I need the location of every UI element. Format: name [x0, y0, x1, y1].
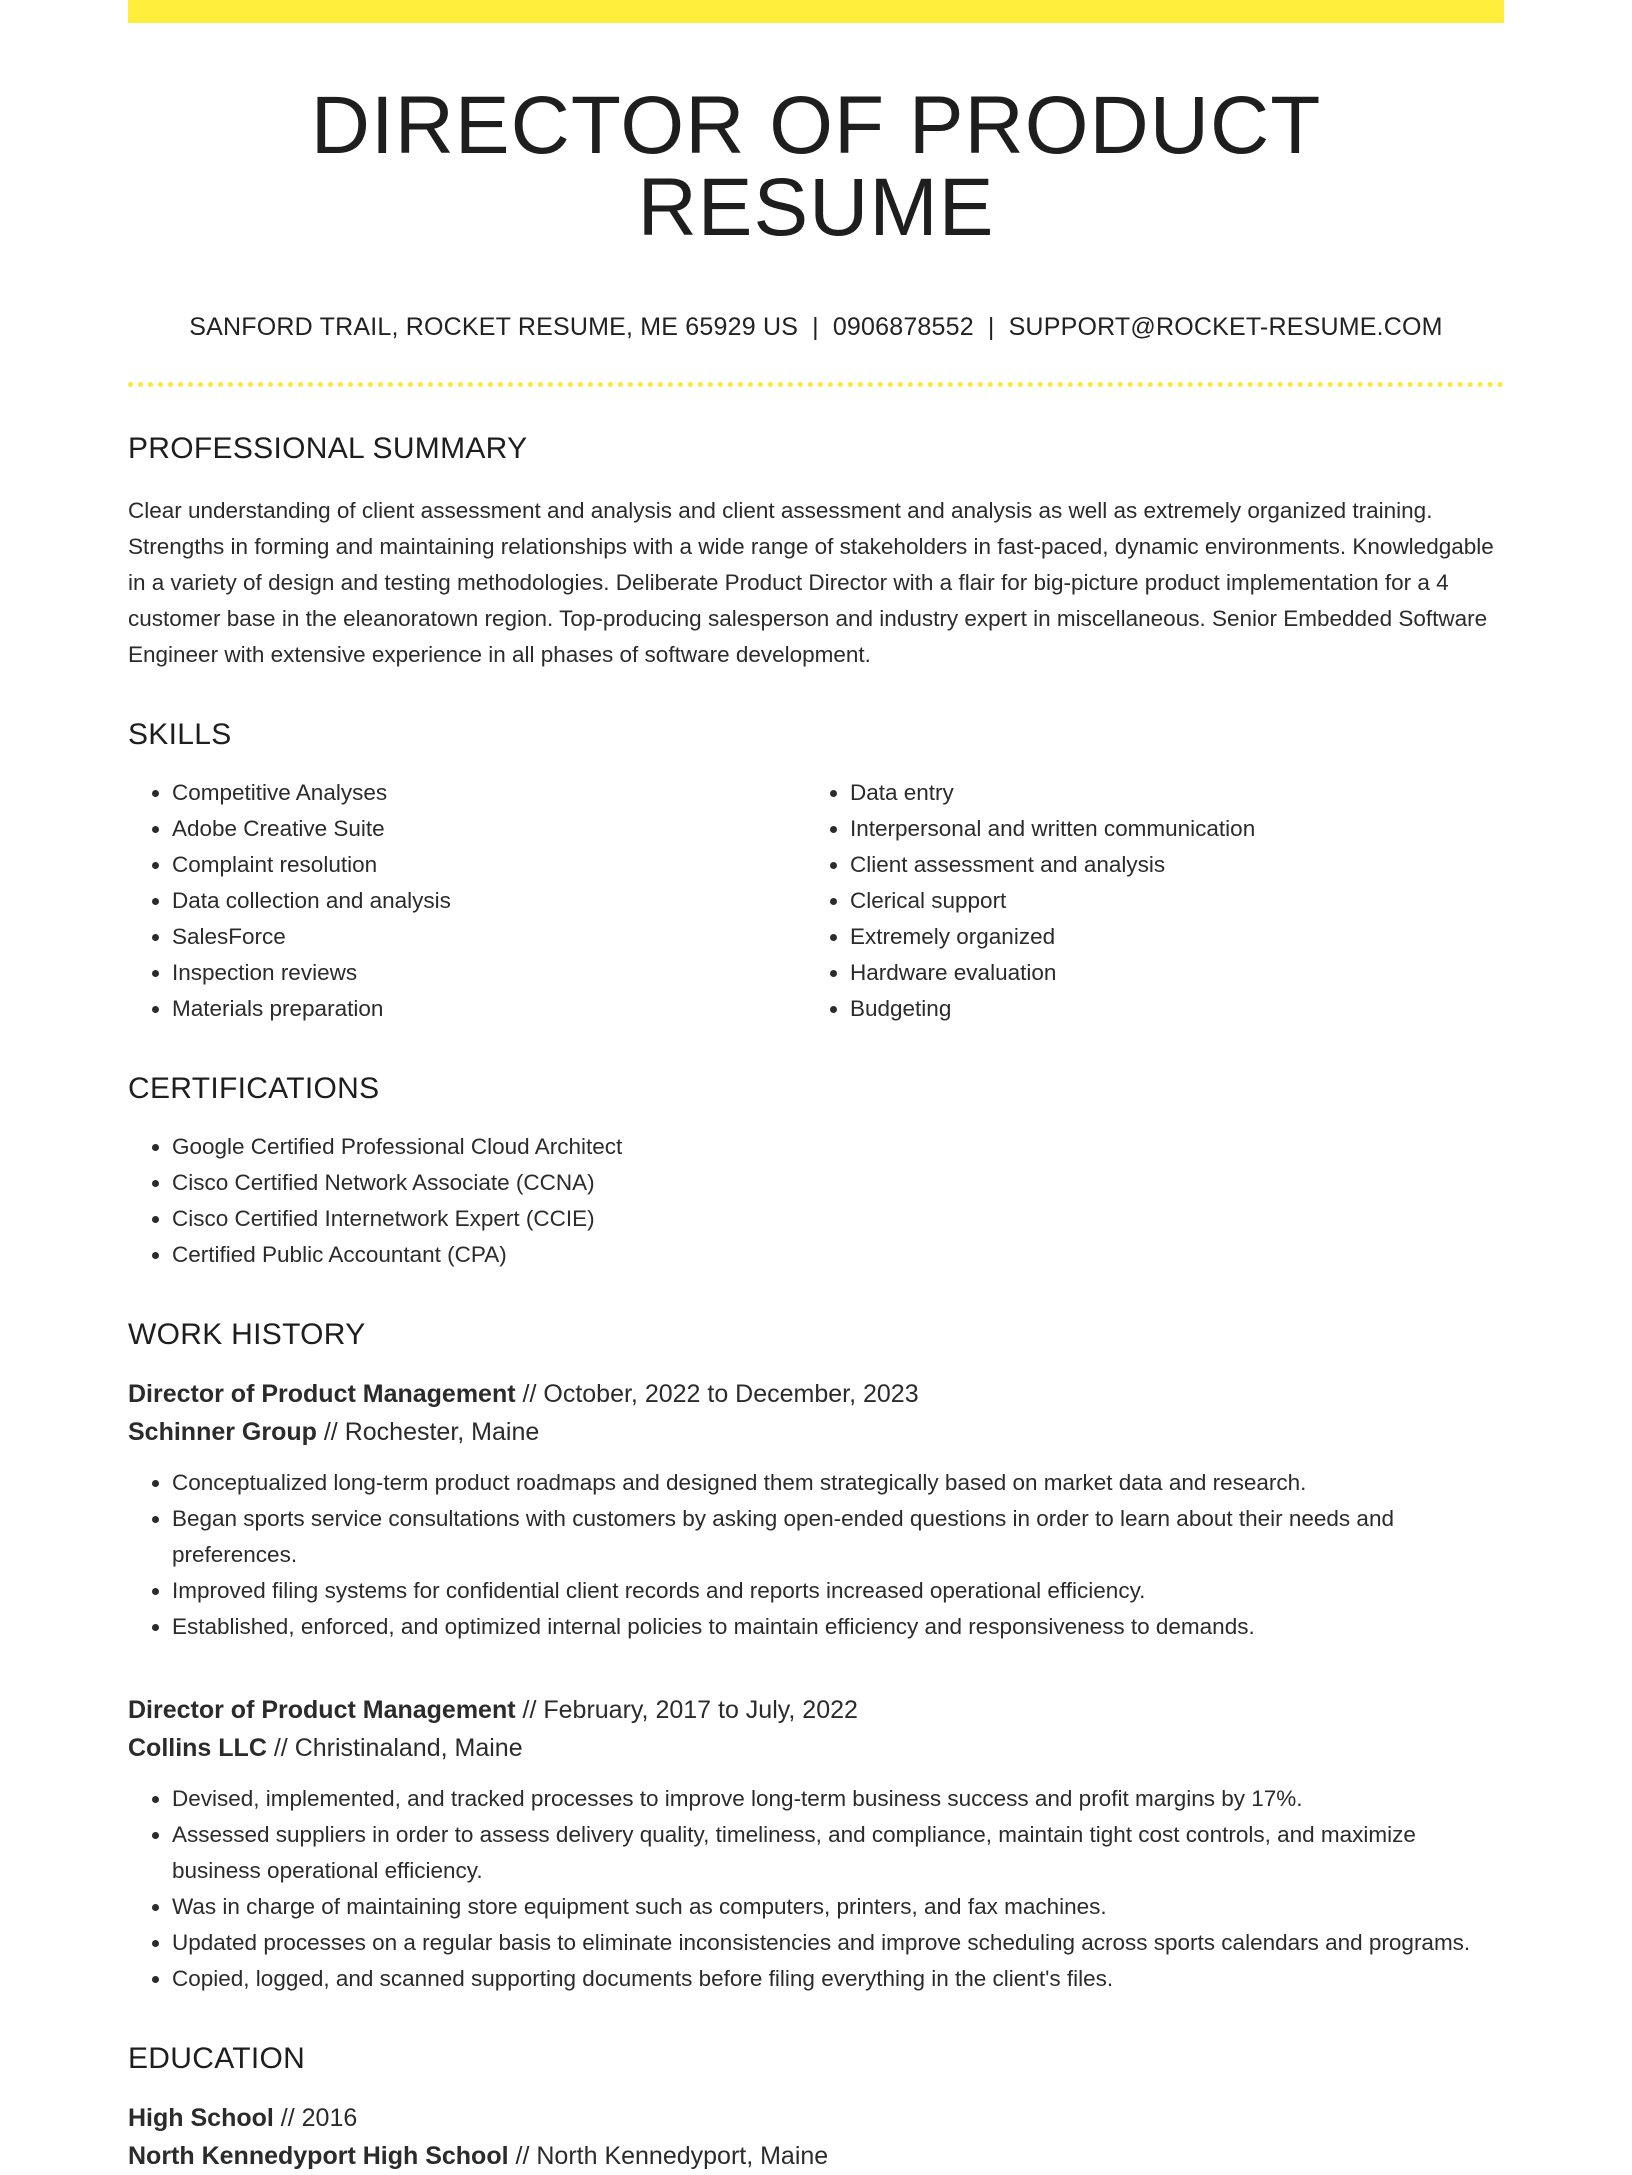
- skill-item: • Adobe Creative Suite: [172, 811, 806, 847]
- skills-heading: SKILLS: [128, 718, 232, 751]
- certifications-section: [128, 1071, 1504, 1273]
- skill-item: • Interpersonal and written communication: [850, 811, 1484, 847]
- job-title-line: [128, 1375, 1504, 1413]
- education-degree: High School: [128, 2104, 274, 2132]
- skill-item: • Materials preparation: [172, 991, 806, 1027]
- summary-heading: PROFESSIONAL SUMMARY: [128, 432, 528, 465]
- top-accent-bar: [128, 0, 1504, 23]
- contact-address: SANFORD TRAIL, ROCKET RESUME, ME 65929 US: [189, 313, 799, 341]
- skill-item: • Extremely organized: [850, 919, 1484, 955]
- skill-item: • Clerical support: [850, 883, 1484, 919]
- job-company: Schinner Group: [128, 1418, 317, 1446]
- skill-item: • Competitive Analyses: [172, 775, 806, 811]
- certification-item: • Cisco Certified Network Associate (CCNA): [172, 1165, 1504, 1201]
- job-bullet: • Devised, implemented, and tracked processes to improve long-term business success and profit margins by 17%.: [172, 1781, 1504, 1817]
- job-divider: //: [522, 1380, 537, 1408]
- job-company: Collins LLC: [128, 1734, 267, 1762]
- job-entry: [128, 1691, 1504, 1997]
- education-location: North Kennedyport, Maine: [536, 2142, 829, 2170]
- job-dates: October, 2022 to December, 2023: [543, 1380, 919, 1408]
- skill-item: • Client assessment and analysis: [850, 847, 1484, 883]
- education-section: [128, 2041, 1504, 2175]
- certification-item: • Cisco Certified Internetwork Expert (CCIE): [172, 1201, 1504, 1237]
- job-bullet: • Copied, logged, and scanned supporting documents before filing everything in the client's files.: [172, 1961, 1504, 1997]
- education-entry: [128, 2099, 1504, 2175]
- job-bullet: • Improved filing systems for confidential client records and reports increased operational efficiency.: [172, 1573, 1504, 1609]
- skill-item: • Data collection and analysis: [172, 883, 806, 919]
- resume-page: [128, 0, 1504, 2170]
- summary-section: [128, 431, 1504, 673]
- education-year: 2016: [301, 2104, 358, 2132]
- job-bullet: • Was in charge of maintaining store equipment such as computers, printers, and fax machines.: [172, 1889, 1504, 1925]
- education-school-line: [128, 2137, 1504, 2175]
- education-divider: //: [280, 2104, 295, 2132]
- skills-section: [128, 717, 1504, 1027]
- contact-line: [128, 313, 1504, 342]
- job-title: Director of Product Management: [128, 1380, 516, 1408]
- job-bullet: • Assessed suppliers in order to assess delivery quality, timeliness, and compliance, maintain tight cost controls, and maximize business operational efficiency.: [172, 1817, 1504, 1889]
- education-school: North Kennedyport High School: [128, 2142, 509, 2170]
- job-company-line: [128, 1413, 1504, 1451]
- skill-item: • Inspection reviews: [172, 955, 806, 991]
- certification-item: • Certified Public Accountant (CPA): [172, 1237, 1504, 1273]
- dotted-divider: [128, 382, 1504, 387]
- job-entry: [128, 1375, 1504, 1645]
- contact-separator: |: [987, 313, 995, 341]
- certification-item: • Google Certified Professional Cloud Architect: [172, 1129, 1504, 1165]
- work-history-section: [128, 1317, 1504, 1997]
- education-degree-line: [128, 2099, 1504, 2137]
- certifications-heading: CERTIFICATIONS: [128, 1072, 380, 1105]
- contact-separator: |: [812, 313, 819, 341]
- job-title-line: [128, 1691, 1504, 1729]
- job-divider: //: [273, 1734, 288, 1762]
- skill-item: • SalesForce: [172, 919, 806, 955]
- skills-columns: [128, 775, 1504, 1027]
- job-bullet: • Conceptualized long-term product roadmaps and designed them strategically based on market data and research.: [172, 1465, 1504, 1501]
- job-bullet: • Began sports service consultations with customers by asking open-ended questions in order to learn about their needs and preferences.: [172, 1501, 1504, 1573]
- education-divider: //: [515, 2142, 530, 2170]
- job-bullets: [128, 1465, 1504, 1645]
- work-history-heading: WORK HISTORY: [128, 1318, 366, 1351]
- job-divider: //: [522, 1696, 537, 1724]
- contact-phone[interactable]: 0906878552: [832, 313, 974, 341]
- certifications-list: [128, 1129, 1504, 1273]
- job-title: Director of Product Management: [128, 1696, 516, 1724]
- skill-item: • Complaint resolution: [172, 847, 806, 883]
- job-location: Rochester, Maine: [344, 1418, 540, 1446]
- education-heading: EDUCATION: [128, 2042, 306, 2075]
- skills-right-list: [806, 775, 1484, 1027]
- contact-email[interactable]: SUPPORT@ROCKET-RESUME.COM: [1008, 313, 1443, 341]
- skill-item: • Data entry: [850, 775, 1484, 811]
- job-bullet: • Established, enforced, and optimized internal policies to maintain efficiency and responsiveness to demands.: [172, 1609, 1504, 1645]
- resume-title: DIRECTOR OF PRODUCT RESUME: [310, 80, 1322, 253]
- skill-item: • Hardware evaluation: [850, 955, 1484, 991]
- job-company-line: [128, 1729, 1504, 1767]
- job-bullet: • Updated processes on a regular basis to eliminate inconsistencies and improve scheduling across sports calendars and programs.: [172, 1925, 1504, 1961]
- job-bullets: [128, 1781, 1504, 1997]
- job-dates: February, 2017 to July, 2022: [543, 1696, 858, 1724]
- summary-text: Clear understanding of client assessment and analysis and client assessment and analysis as well as extremely organized training. Strengths in forming and maintaining relationships with a wide range of stakeholders in fast-paced, dynamic environments. Knowledgable in a variety of design and testing methodologies. Deliberate Product Director with a flair for big-picture product implementation for a 4 customer base in the eleanoratown region. Top-producing salesperson and industry expert in miscellaneous. Senior Embedded Software Engineer with extensive experience in all phases of software development.: [128, 498, 1494, 667]
- job-divider: //: [323, 1418, 338, 1446]
- skill-item: • Budgeting: [850, 991, 1484, 1027]
- skills-left-list: [128, 775, 806, 1027]
- job-location: Christinaland, Maine: [294, 1734, 523, 1762]
